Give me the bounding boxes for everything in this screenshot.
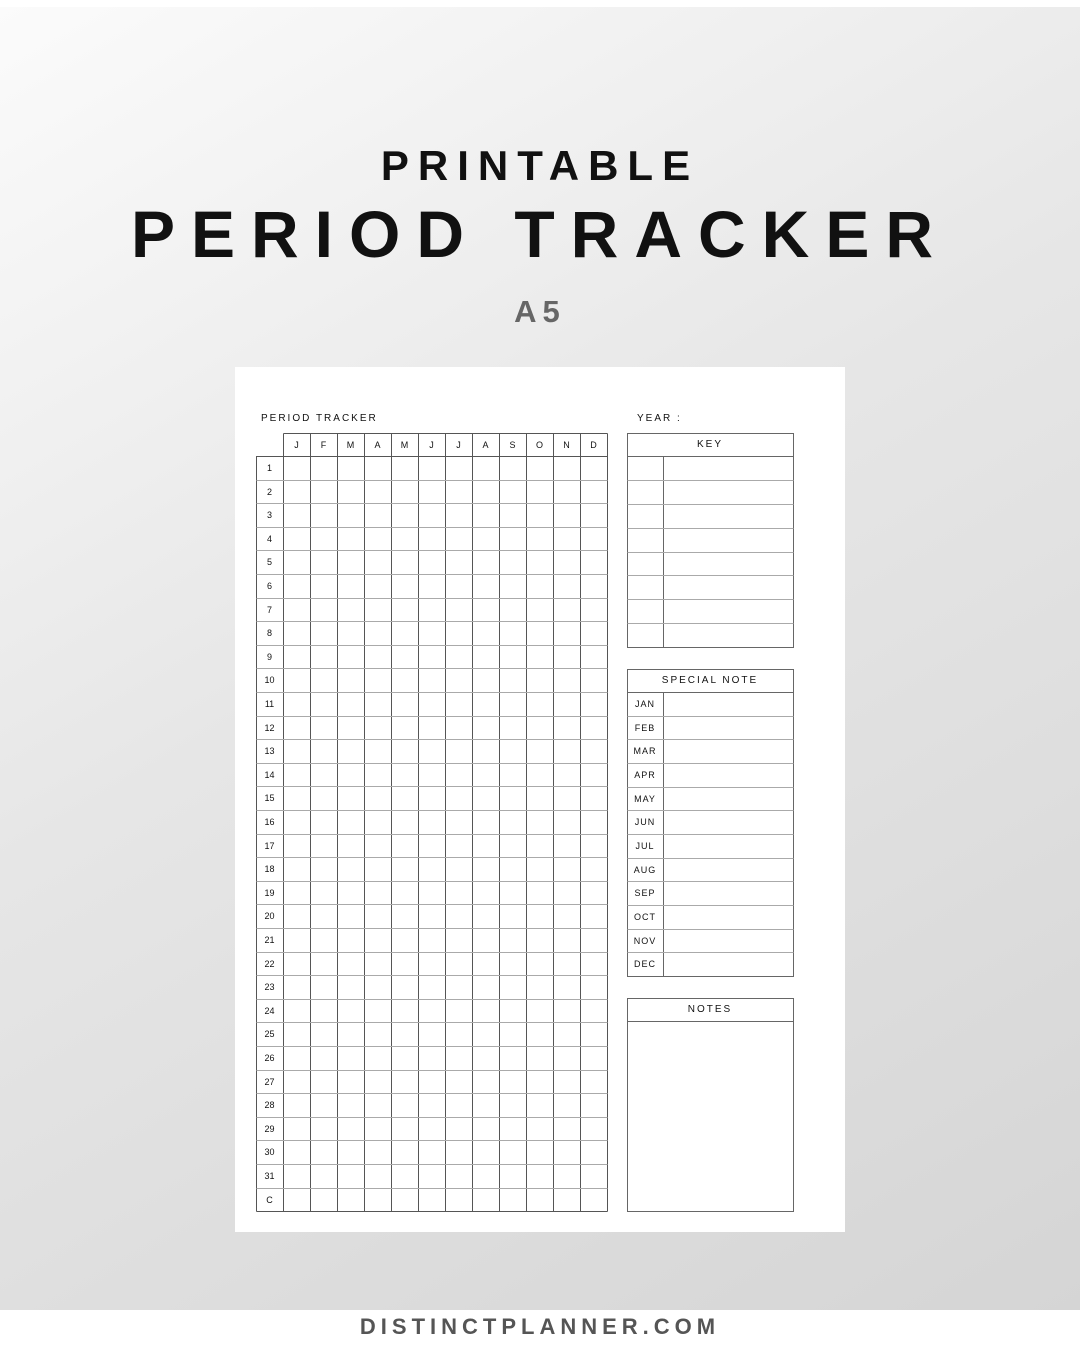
notes-panel <box>627 998 793 1211</box>
day-label: 23 <box>264 982 275 993</box>
day-label: 17 <box>264 840 275 851</box>
special-note-month: JAN <box>634 699 655 709</box>
day-label: 2 <box>266 486 272 497</box>
key-panel <box>627 433 793 647</box>
special-note-month: MAY <box>634 793 656 804</box>
day-label: 21 <box>264 935 275 945</box>
month-header: M <box>400 440 409 450</box>
month-header: O <box>535 440 543 450</box>
hero-subtitle: PRINTABLE <box>380 142 700 189</box>
day-label: 25 <box>264 1029 275 1040</box>
notes-panel-lines <box>627 998 794 1212</box>
day-label: 24 <box>264 1005 275 1016</box>
footer-website: DISTINCTPLANNER.COM <box>0 1310 1080 1350</box>
day-label: 12 <box>264 722 275 733</box>
month-header: D <box>590 440 597 450</box>
day-label: 3 <box>266 510 272 521</box>
special-note-month: NOV <box>633 935 657 946</box>
printable-sheet <box>235 367 845 1232</box>
day-label: 19 <box>264 887 275 898</box>
month-header: M <box>346 440 355 450</box>
special-note-month: DEC <box>633 959 656 970</box>
day-label: 31 <box>264 1171 275 1181</box>
month-header: S <box>509 440 516 450</box>
sheet-title: PERIOD TRACKER <box>261 413 378 424</box>
day-label: 6 <box>266 581 272 591</box>
key-panel-lines <box>627 433 794 648</box>
day-label: 13 <box>264 746 275 757</box>
day-label: 28 <box>264 1100 275 1111</box>
month-header: N <box>563 440 570 450</box>
day-label: 18 <box>264 864 275 875</box>
day-label: 27 <box>264 1076 275 1087</box>
special-note-month: FEB <box>634 722 656 733</box>
year-label: YEAR : <box>637 413 682 424</box>
month-header: A <box>374 440 381 450</box>
month-header: J <box>294 440 299 450</box>
special-note-month: JUN <box>634 817 656 828</box>
day-label: 26 <box>264 1053 275 1063</box>
day-label: 20 <box>264 911 275 922</box>
special-note-panel <box>627 669 793 976</box>
month-header: J <box>429 440 434 450</box>
special-note-month: JUL <box>635 841 655 851</box>
day-label: 30 <box>264 1147 275 1158</box>
day-label: 15 <box>264 793 275 804</box>
day-label: C <box>266 1194 273 1205</box>
day-label: 14 <box>264 769 275 780</box>
month-header: A <box>482 440 489 450</box>
special-note-month: AUG <box>633 864 657 875</box>
key-border <box>628 434 794 648</box>
tracker-grid <box>256 433 607 1210</box>
day-label: 4 <box>266 533 272 544</box>
day-label: 10 <box>264 675 275 686</box>
notes-title: NOTES <box>687 1004 733 1015</box>
day-label: 29 <box>264 1123 275 1134</box>
month-header: J <box>456 440 461 450</box>
notes-border <box>628 999 794 1212</box>
tracker-grid-lines <box>256 433 608 1212</box>
month-header: F <box>320 440 327 450</box>
special-note-month: MAR <box>633 746 657 757</box>
day-label: 7 <box>266 604 272 615</box>
day-label: 16 <box>264 817 275 827</box>
special-note-month: SEP <box>634 888 656 899</box>
day-label: 8 <box>266 628 272 639</box>
day-label: 1 <box>266 463 272 473</box>
day-label: 5 <box>266 557 272 568</box>
day-label: 9 <box>266 651 272 662</box>
day-label: 11 <box>264 699 275 709</box>
day-label: 22 <box>264 958 275 969</box>
key-title: KEY <box>696 439 723 450</box>
special-note-month: OCT <box>634 912 656 922</box>
hero-size-label: A5 <box>514 294 566 329</box>
special-note-month: APR <box>634 770 656 780</box>
hero-title: PERIOD TRACKER <box>130 197 950 271</box>
special-note-title: SPECIAL NOTE <box>661 675 759 686</box>
